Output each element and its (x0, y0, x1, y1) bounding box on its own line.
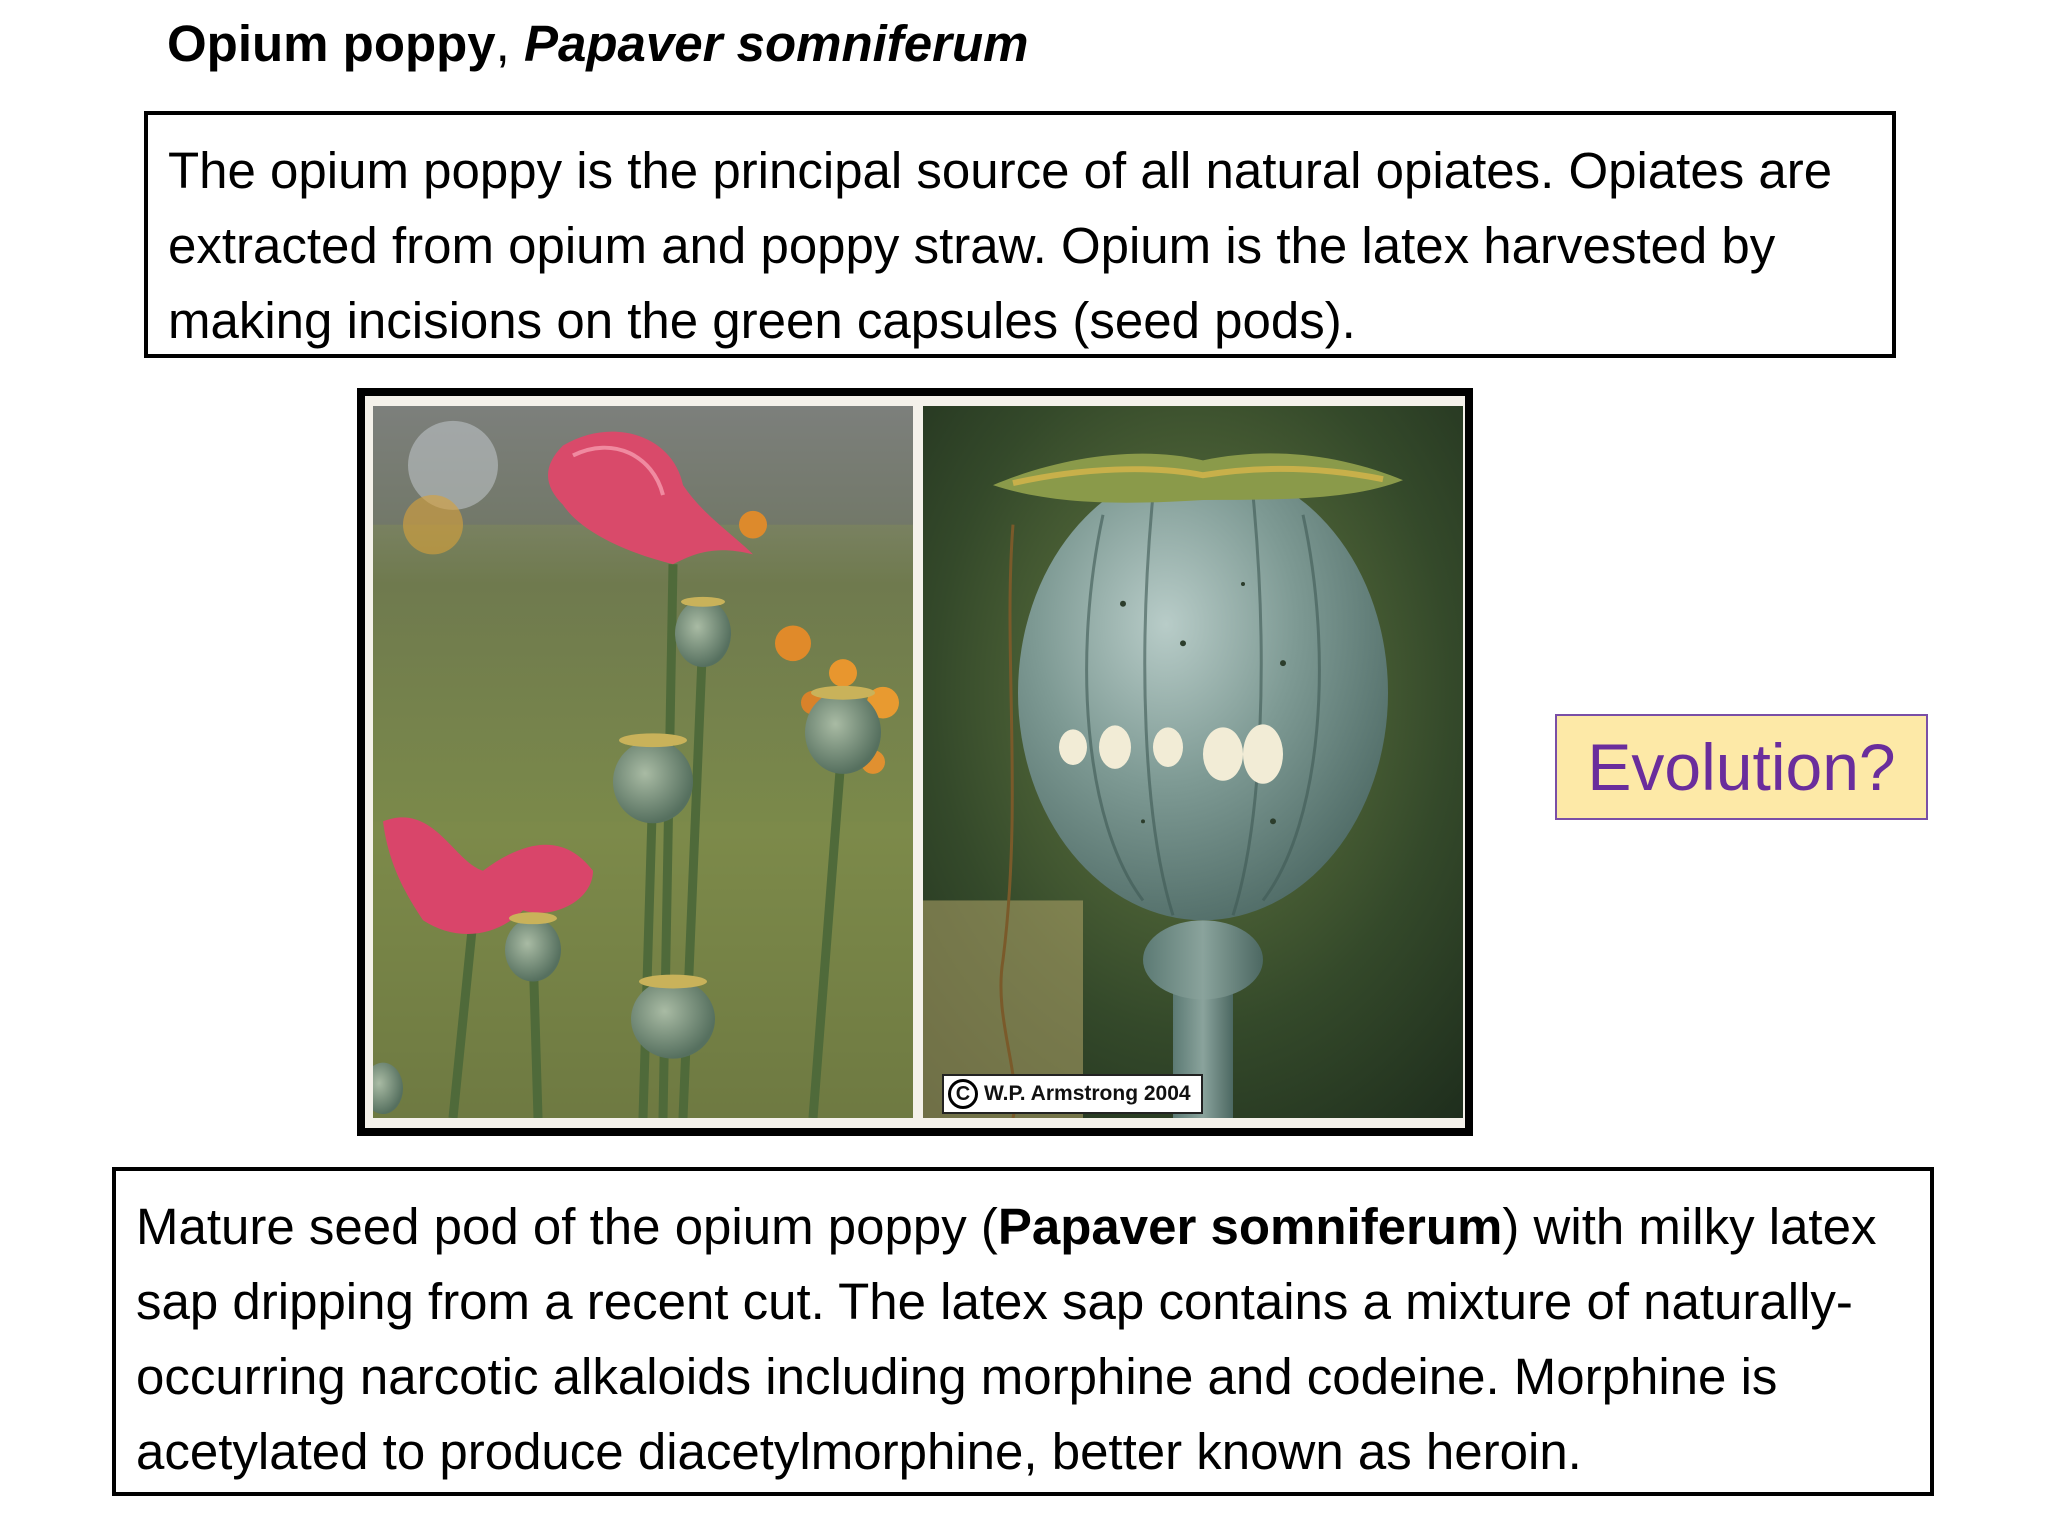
evolution-callout-text: Evolution? (1587, 730, 1896, 804)
copyright-icon: C (948, 1079, 978, 1109)
photo-credit (942, 1074, 1203, 1114)
caption-text-after: ) with milky latex sap dripping from a recent cut. The latex sap contains a mixture of naturally-occurring narcotic alkaloids including morphine and codeine. Morphine is acetylated to produce diacetylmorphine, better known as heroin. (136, 1198, 1877, 1480)
photo-frame (357, 388, 1473, 1136)
intro-text-box (144, 111, 1896, 358)
slide-title (167, 12, 1029, 76)
caption-species-name: Papaver somniferum (997, 1198, 1503, 1255)
title-common-name: Opium poppy (167, 15, 496, 72)
title-separator: , (495, 15, 510, 72)
seed-pod-latex-photo (923, 406, 1463, 1118)
photo-credit-text: W.P. Armstrong 2004 (984, 1082, 1191, 1105)
intro-text: The opium poppy is the principal source of all natural opiates. Opiates are extracted from opium and poppy straw. Opium is the latex harvested by making incisions on the green capsules (seed pods). (168, 142, 1833, 349)
poppy-flowers-photo (373, 406, 913, 1118)
caption-text-box (112, 1167, 1934, 1496)
caption-text-before: Mature seed pod of the opium poppy ( (136, 1198, 998, 1255)
photo-mat (365, 396, 1465, 1128)
title-scientific-name: Papaver somniferum (523, 15, 1029, 72)
evolution-callout (1555, 714, 1928, 820)
